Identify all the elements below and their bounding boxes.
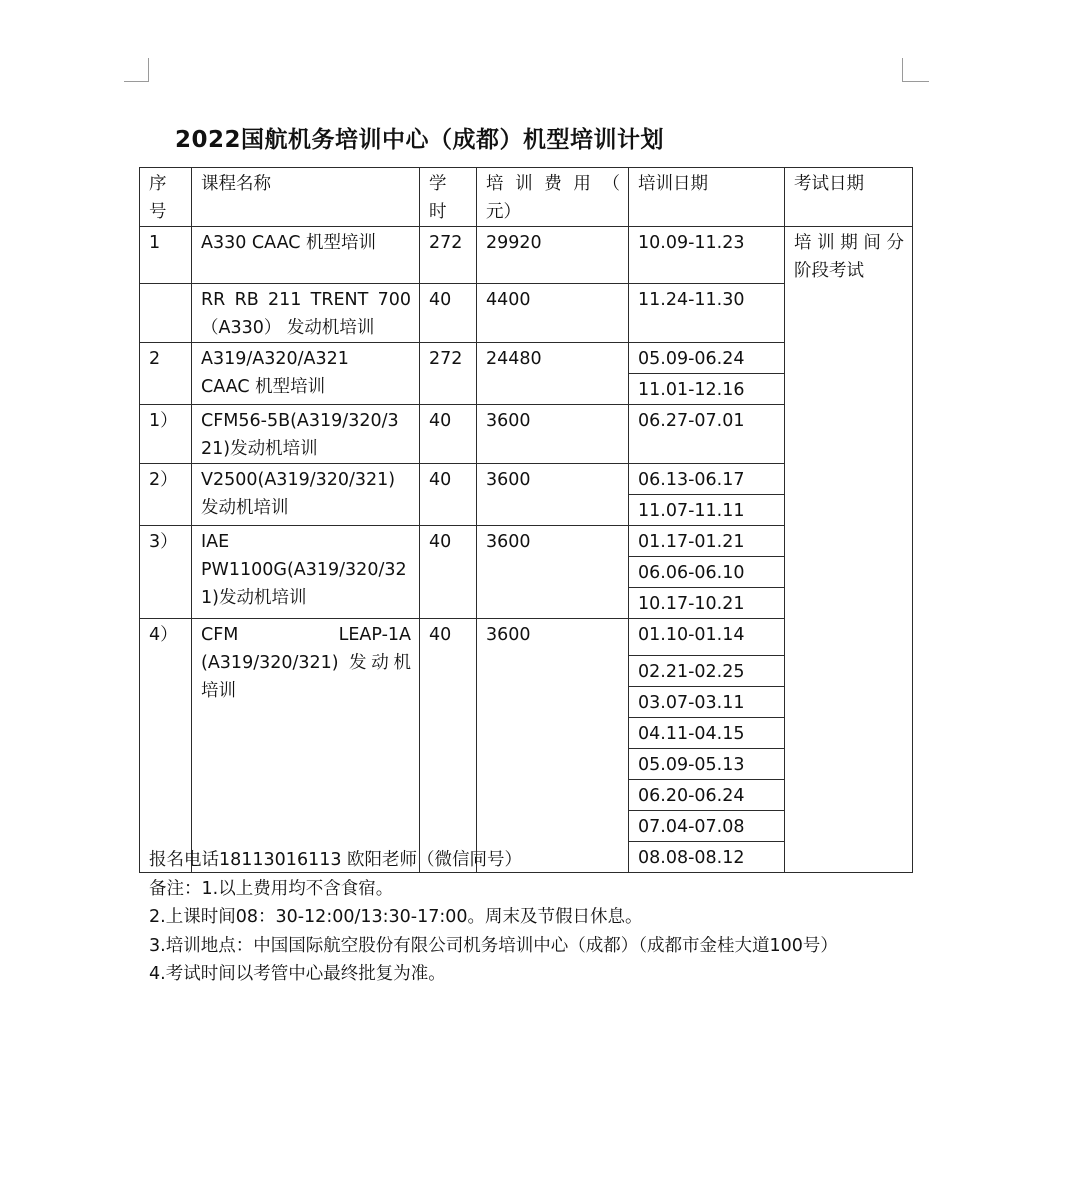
- training-plan-table: [139, 167, 913, 873]
- row-seq: 2）: [140, 464, 192, 526]
- row-hours: 40: [420, 619, 477, 873]
- row-train-date: 03.07-03.11: [629, 687, 785, 718]
- row-train-date: 05.09-06.24: [629, 343, 785, 374]
- row-train-date: 06.27-07.01: [629, 405, 785, 464]
- header-exam-date: 考试日期: [785, 168, 913, 227]
- row-seq: 2: [140, 343, 192, 405]
- row-hours: 272: [420, 343, 477, 405]
- row-course: CFM56-5B(A319/320/3 21)发动机培训: [192, 405, 420, 464]
- row-train-date: 06.06-06.10: [629, 557, 785, 588]
- row-train-date: 06.13-06.17: [629, 464, 785, 495]
- row-seq: 1: [140, 227, 192, 284]
- row-fee: 3600: [477, 405, 629, 464]
- row-train-date: 01.10-01.14: [629, 619, 785, 656]
- row-fee: 3600: [477, 464, 629, 526]
- row-fee: 3600: [477, 619, 629, 873]
- row-hours: 40: [420, 526, 477, 619]
- row-fee: 24480: [477, 343, 629, 405]
- crop-mark-top-right: [902, 58, 929, 82]
- row-hours: 272: [420, 227, 477, 284]
- row-train-date: 07.04-07.08: [629, 811, 785, 842]
- note-exam: 4.考试时间以考管中心最终批复为准。: [149, 964, 446, 984]
- row-seq: 3）: [140, 526, 192, 619]
- header-hours: 学 时: [420, 168, 477, 227]
- row-train-date: 10.09-11.23: [629, 227, 785, 284]
- row-train-date: 01.17-01.21: [629, 526, 785, 557]
- exam-date-cell: 培训期间分 阶段考试: [785, 227, 913, 873]
- header-seq: 序 号: [140, 168, 192, 227]
- document-title: 2022国航机务培训中心（成都）机型培训计划: [175, 127, 665, 153]
- row-train-date: 08.08-08.12: [629, 842, 785, 873]
- header-fee: 培 训 费 用 （ 元）: [477, 168, 629, 227]
- row-train-date: 05.09-05.13: [629, 749, 785, 780]
- row-fee: 3600: [477, 526, 629, 619]
- row-seq: [140, 284, 192, 343]
- row-fee: 4400: [477, 284, 629, 343]
- note-contact: 报名电话18113016113 欧阳老师（微信同号）: [149, 850, 523, 870]
- row-hours: 40: [420, 284, 477, 343]
- row-course: V2500(A319/320/321) 发动机培训: [192, 464, 420, 526]
- row-course: A330 CAAC 机型培训: [192, 227, 420, 284]
- row-train-date: 02.21-02.25: [629, 656, 785, 687]
- row-train-date: 10.17-10.21: [629, 588, 785, 619]
- row-seq: 4）: [140, 619, 192, 873]
- table-row: [140, 227, 913, 284]
- note-location: 3.培训地点：中国国际航空股份有限公司机务培训中心（成都）（成都市金桂大道100号）: [149, 935, 838, 956]
- row-seq: 1）: [140, 405, 192, 464]
- row-train-date: 11.01-12.16: [629, 374, 785, 405]
- row-fee: 29920: [477, 227, 629, 284]
- row-train-date: 04.11-04.15: [629, 718, 785, 749]
- row-train-date: 11.07-11.11: [629, 495, 785, 526]
- note-schedule: 2.上课时间08：30-12:00/13:30-17:00。周末及节假日休息。: [149, 907, 643, 927]
- note-fee: 备注：1.以上费用均不含食宿。: [149, 878, 394, 899]
- header-course: 课程名称: [192, 168, 420, 227]
- row-course: A319/A320/A321 CAAC 机型培训: [192, 343, 420, 405]
- row-train-date: 11.24-11.30: [629, 284, 785, 343]
- row-course: CFM LEAP-1A (A319/320/321) 发动机 培训: [192, 619, 420, 873]
- table-header-row: [140, 168, 913, 227]
- crop-mark-top-left: [124, 58, 149, 82]
- header-train-date: 培训日期: [629, 168, 785, 227]
- notes-block: [149, 846, 838, 989]
- row-hours: 40: [420, 464, 477, 526]
- row-train-date: 06.20-06.24: [629, 780, 785, 811]
- row-hours: 40: [420, 405, 477, 464]
- row-course: IAE PW1100G(A319/320/32 1)发动机培训: [192, 526, 420, 619]
- row-course: RR RB 211 TRENT 700 （A330） 发动机培训: [192, 284, 420, 343]
